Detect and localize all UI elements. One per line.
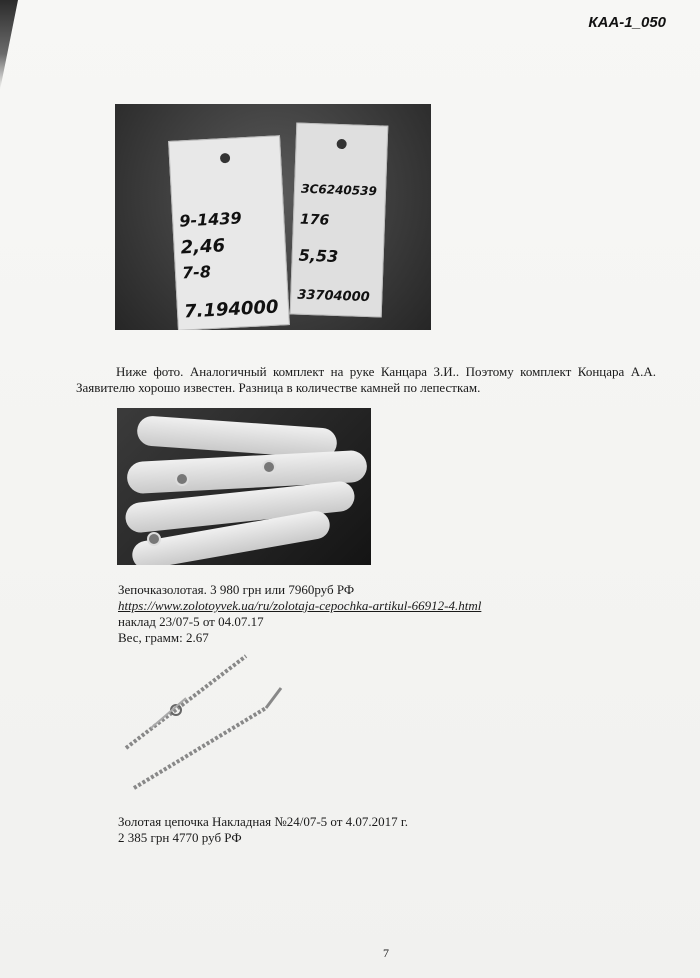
tag-left-line-1: 9-1439 [178,208,243,231]
page-number: 7 [383,946,389,960]
right-price-tag [290,122,389,317]
tag-right-line-1: ЗС6240539 [300,181,378,199]
ring-icon [175,472,189,486]
ring-icon [262,460,276,474]
tag-left-line-3: 7-8 [181,262,212,283]
scan-edge-shadow [0,0,18,90]
chain-1-link[interactable]: https://www.zolotoyvek.ua/ru/zolotaja-cepochka-artikul-66912-4.html [118,598,482,613]
tag-left-line-4: 7.194000 [183,296,280,323]
document-code: КАА-1_050 [588,14,666,31]
gold-chain-icon [116,648,286,808]
tag-right-line-4: 33704000 [297,287,370,306]
tag-right-line-2: 176 [299,211,330,229]
chain-1-weight: Вес, грамм: 2.67 [118,630,209,645]
chain-2-info [118,814,638,846]
tag-right-line-3: 5,53 [298,245,339,266]
left-price-tag [168,135,290,330]
chain-2-title: Золотая цепочка Накладная №24/07-5 от 4.07.2017 г. [118,814,409,829]
price-tags-photo [115,104,431,330]
chain-1-invoice: наклад 23/07-5 от 04.07.17 [118,614,264,629]
ring-icon [147,532,161,546]
tag-hole-icon [220,153,231,164]
chain-1-info [118,582,638,646]
paragraph-hand-photo: Ниже фото. Аналогичный комплект на руке Канцара З.И.. Поэтому комплект Концара А.А. Заявителю хорошо известен. Разница в количестве камней по лепесткам. [76,364,656,395]
chain-2-price: 2 385 грн 4770 руб РФ [118,830,242,845]
tag-hole-icon [336,139,346,149]
chain-1-title: Зепочказолотая. 3 980 грн или 7960руб РФ [118,582,355,597]
tag-left-line-2: 2,46 [180,235,226,259]
hand-rings-photo [117,408,371,565]
